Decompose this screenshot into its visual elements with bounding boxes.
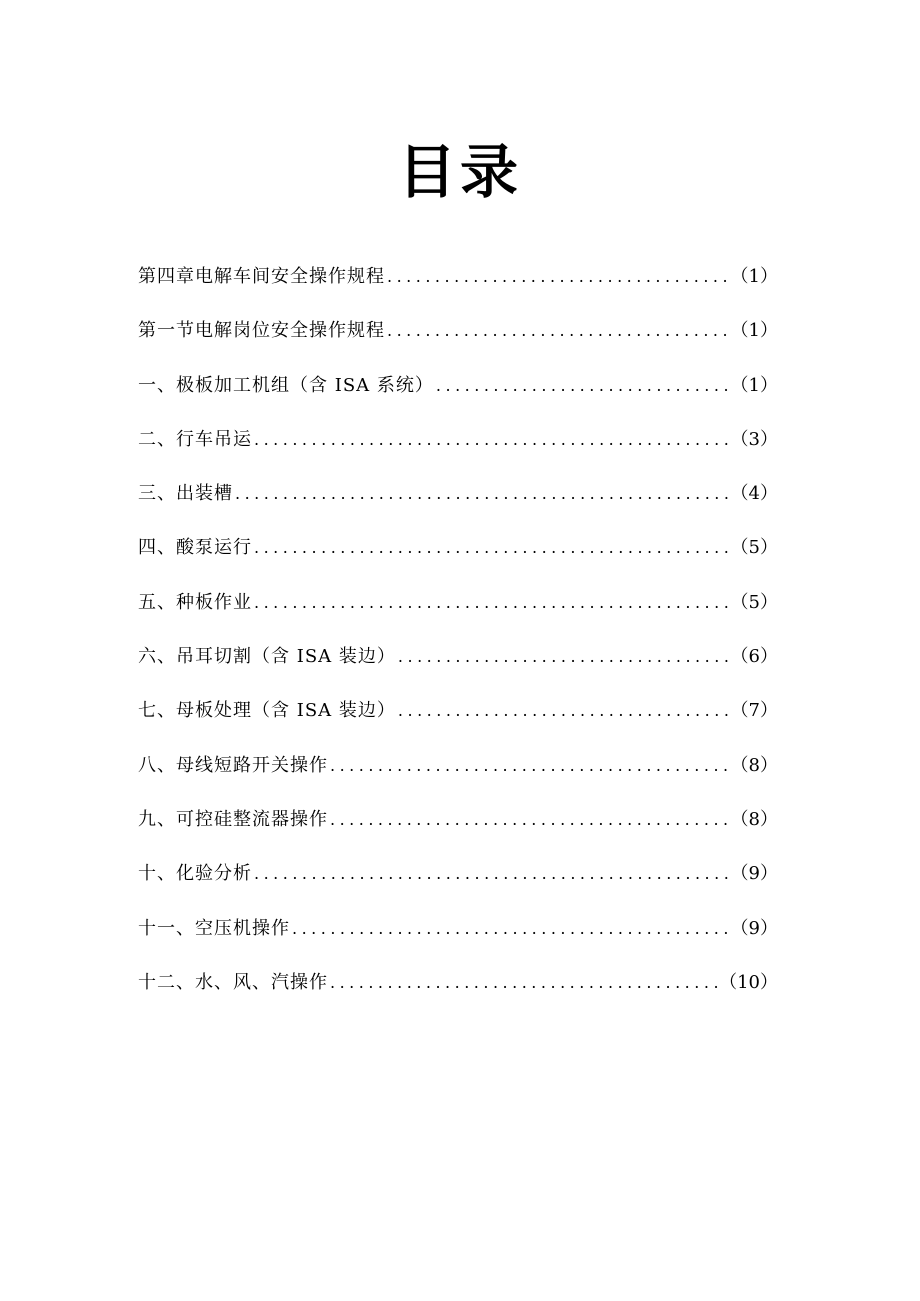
toc-entry[interactable] xyxy=(138,642,778,696)
toc-entry-label: 第四章电解车间安全操作规程 xyxy=(138,266,385,287)
toc-entry-label: 第一节电解岗位安全操作规程 xyxy=(138,320,385,342)
toc-entry-page: （5） xyxy=(730,591,778,613)
toc-leader-dots xyxy=(328,805,731,835)
toc-entry[interactable] xyxy=(138,316,778,370)
toc-entry-page: （8） xyxy=(730,754,778,776)
page-title: 目录 xyxy=(397,138,522,206)
toc-entry-label: 十、化验分析 xyxy=(138,863,252,885)
toc-entry-label: 六、吊耳切割（含 ISA 装边） xyxy=(138,646,396,668)
toc-entry-page: （5） xyxy=(730,537,778,559)
toc-entry-label: 五、种板作业 xyxy=(138,591,252,613)
toc-entry-label: 十二、水、风、汽操作 xyxy=(138,971,328,993)
toc-entry[interactable] xyxy=(138,696,778,750)
toc-entry-label: 九、可控硅整流器操作 xyxy=(138,808,328,830)
toc-leader-dots xyxy=(233,479,731,509)
toc-leader-dots xyxy=(252,533,731,563)
toc-entry-label: 二、行车吊运 xyxy=(138,428,252,450)
toc-entry-page: （3） xyxy=(730,428,778,450)
toc-entry-page: （9） xyxy=(730,917,778,939)
toc-entry[interactable] xyxy=(138,859,778,913)
toc-entry[interactable] xyxy=(138,371,778,425)
toc-leader-dots xyxy=(328,751,731,781)
toc-entry-page: （8） xyxy=(730,808,778,830)
toc-leader-dots xyxy=(252,425,731,455)
toc-entry-page: （1） xyxy=(730,320,778,342)
toc-entry[interactable] xyxy=(138,751,778,805)
table-of-contents xyxy=(138,262,778,1022)
toc-entry-page: （7） xyxy=(730,700,778,722)
toc-leader-dots xyxy=(385,262,731,292)
toc-leader-dots xyxy=(252,588,731,618)
toc-entry-page: （1） xyxy=(730,374,778,396)
toc-entry-page: （9） xyxy=(730,863,778,885)
toc-entry-page: （6） xyxy=(730,646,778,668)
toc-entry[interactable] xyxy=(138,262,778,316)
toc-entry-page: （1） xyxy=(730,266,778,287)
toc-entry[interactable] xyxy=(138,914,778,968)
toc-entry-label: 四、酸泵运行 xyxy=(138,537,252,559)
toc-leader-dots xyxy=(434,371,731,401)
toc-leader-dots xyxy=(252,859,731,889)
toc-entry-label: 七、母板处理（含 ISA 装边） xyxy=(138,700,396,722)
toc-entry[interactable] xyxy=(138,805,778,859)
toc-leader-dots xyxy=(396,696,731,726)
toc-entry-label: 十一、空压机操作 xyxy=(138,917,290,939)
toc-entry-label: 一、极板加工机组（含 ISA 系统） xyxy=(138,374,434,396)
toc-leader-dots xyxy=(328,968,719,998)
toc-entry-label: 八、母线短路开关操作 xyxy=(138,754,328,776)
toc-entry[interactable] xyxy=(138,425,778,479)
toc-leader-dots xyxy=(396,642,731,672)
toc-entry-page: （10） xyxy=(719,971,778,993)
toc-entry[interactable] xyxy=(138,968,778,1022)
toc-entry[interactable] xyxy=(138,533,778,587)
toc-entry[interactable] xyxy=(138,588,778,642)
toc-leader-dots xyxy=(385,316,731,346)
toc-entry-label: 三、出装槽 xyxy=(138,483,233,505)
toc-entry-page: （4） xyxy=(730,483,778,505)
toc-entry[interactable] xyxy=(138,479,778,533)
toc-leader-dots xyxy=(290,914,731,944)
